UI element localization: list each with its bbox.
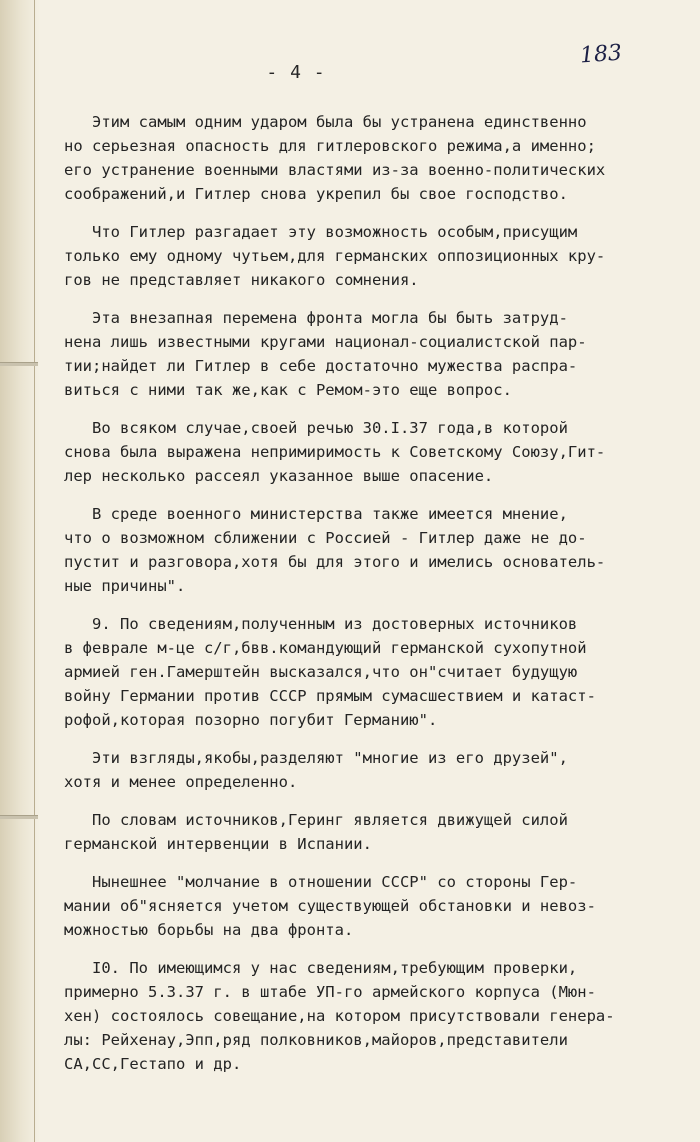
text-line: В среде военного министерства также имеется мнение, bbox=[64, 505, 568, 523]
text-line: хотя и менее определенно. bbox=[64, 773, 298, 791]
text-line: гов не представляет никакого сомнения. bbox=[64, 271, 419, 289]
text-line: снова была выражена непримиримость к Советскому Союзу,Гит- bbox=[64, 443, 606, 461]
text-line: лы: Рейхенау,Эпп,ряд полковников,майоров,представители bbox=[64, 1031, 568, 1049]
paragraph-gap bbox=[64, 206, 690, 220]
text-line: его устранение военными властями из-за военно-политических bbox=[64, 161, 606, 179]
text-line: СА,СС,Гестапо и др. bbox=[64, 1055, 242, 1073]
text-line: Эта внезапная перемена фронта могла бы быть затруд- bbox=[64, 309, 568, 327]
text-line: мании об"ясняется учетом существующей обстановки и невоз- bbox=[64, 897, 596, 915]
text-line: можностью борьбы на два фронта. bbox=[64, 921, 354, 939]
paragraph-gap bbox=[64, 598, 690, 612]
text-line: что о возможном сближении с Россией - Гитлер даже не до- bbox=[64, 529, 587, 547]
paragraph bbox=[64, 808, 690, 856]
paragraph-gap bbox=[64, 402, 690, 416]
text-line: Что Гитлер разгадает эту возможность особым,присущим bbox=[64, 223, 578, 241]
text-line: Нынешнее "молчание в отношении СССР" со стороны Гер- bbox=[64, 873, 578, 891]
paragraph-gap bbox=[64, 856, 690, 870]
text-line: германской интервенции в Испании. bbox=[64, 835, 372, 853]
text-line: Во всяком случае,своей речью 30.I.37 года,в которой bbox=[64, 419, 568, 437]
text-line: нена лишь известными кругами национал-социалистской пар- bbox=[64, 333, 587, 351]
paragraph-gap bbox=[64, 942, 690, 956]
binding-thread bbox=[0, 362, 38, 366]
paragraph bbox=[64, 612, 690, 732]
text-line: виться с ними так же,как с Ремом-это еще вопрос. bbox=[64, 381, 512, 399]
paragraph bbox=[64, 220, 690, 292]
paragraph bbox=[64, 416, 690, 488]
document-body bbox=[64, 110, 690, 1076]
text-line: ные причины". bbox=[64, 577, 186, 595]
paragraph bbox=[64, 110, 690, 206]
text-line: примерно 5.3.37 г. в штабе УП-го армейского корпуса (Мюн- bbox=[64, 983, 596, 1001]
paragraph bbox=[64, 306, 690, 402]
text-line: в феврале м-це с/г,бвв.командующий германской сухопутной bbox=[64, 639, 587, 657]
paragraph bbox=[64, 870, 690, 942]
text-line: I0. По имеющимся у нас сведениям,требующим проверки, bbox=[64, 959, 578, 977]
page-number: - 4 - bbox=[266, 62, 326, 83]
text-line: лер несколько рассеял указанное выше опасение. bbox=[64, 467, 494, 485]
paragraph-gap bbox=[64, 794, 690, 808]
text-line: Эти взгляды,якобы,разделяют "многие из его друзей", bbox=[64, 749, 568, 767]
text-line: но серьезная опасность для гитлеровского режима,а именно; bbox=[64, 137, 596, 155]
text-line: По словам источников,Геринг является движущей силой bbox=[64, 811, 568, 829]
text-line: соображений,и Гитлер снова укрепил бы свое господство. bbox=[64, 185, 568, 203]
text-line: войну Германии против СССР прямым сумасшествием и катаст- bbox=[64, 687, 596, 705]
archive-folio-number: 183 bbox=[579, 40, 623, 69]
text-line: Этим самым одним ударом была бы устранена единственно bbox=[64, 113, 587, 131]
text-line: рофой,которая позорно погубит Германию". bbox=[64, 711, 438, 729]
text-line: армией ген.Гамерштейн высказался,что он"считает будущую bbox=[64, 663, 578, 681]
text-line: только ему одному чутьем,для германских оппозиционных кру- bbox=[64, 247, 606, 265]
paragraph bbox=[64, 746, 690, 794]
paragraph-gap bbox=[64, 732, 690, 746]
paragraph-gap bbox=[64, 488, 690, 502]
paragraph bbox=[64, 956, 690, 1076]
text-line: пустит и разговора,хотя бы для этого и имелись основатель- bbox=[64, 553, 606, 571]
paragraph-gap bbox=[64, 292, 690, 306]
text-line: тии;найдет ли Гитлер в себе достаточно мужества распра- bbox=[64, 357, 578, 375]
text-line: 9. По сведениям,полученным из достоверных источников bbox=[64, 615, 578, 633]
binding-thread bbox=[0, 815, 38, 819]
paragraph bbox=[64, 502, 690, 598]
text-line: хен) состоялось совещание,на котором присутствовали генера- bbox=[64, 1007, 615, 1025]
binding-edge bbox=[34, 0, 35, 1142]
